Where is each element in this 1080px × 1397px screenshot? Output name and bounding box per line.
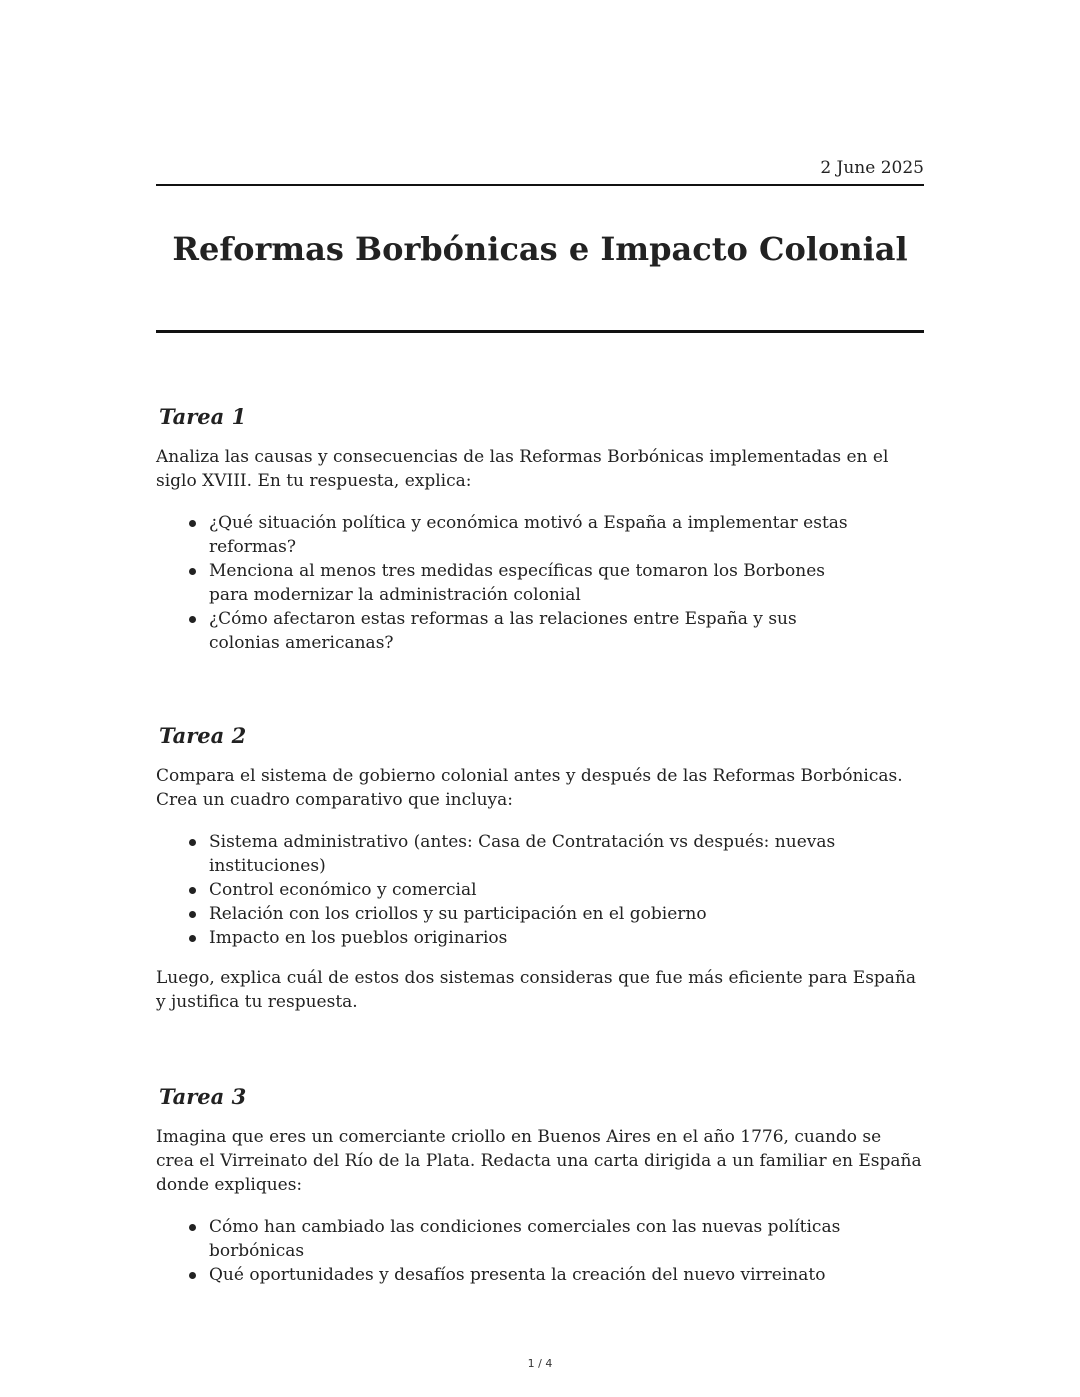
list-item (209, 607, 924, 655)
document-date: 2 June 2025 (820, 158, 924, 178)
list-item-text: Qué oportunidades y desafíos presenta la creación del nuevo virreinato (209, 1265, 826, 1285)
task-intro: Analiza las causas y consecuencias de las Reformas Borbónicas implementadas en el siglo XVIII. En tu respuesta, explica: (156, 447, 889, 491)
list-item-text: Menciona al menos tres medidas específicas que tomaron los Borbones para modernizar la administración colonial (209, 561, 826, 605)
bullet-icon (189, 520, 196, 527)
document-title: Reformas Borbónicas e Impacto Colonial (172, 230, 908, 268)
list-item-text: Cómo han cambiado las condiciones comerciales con las nuevas políticas borbónicas (209, 1217, 841, 1261)
list-item (209, 559, 924, 607)
page-indicator: 1 / 4 (527, 1357, 553, 1370)
bullet-icon (189, 911, 196, 918)
bullet-icon (189, 839, 196, 846)
list-item-text: Impacto en los pueblos originarios (209, 928, 508, 948)
list-item (209, 878, 924, 902)
task-heading: Tarea 2 (159, 723, 247, 748)
list-item (209, 926, 924, 950)
list-item-text: ¿Cómo afectaron estas reformas a las relaciones entre España y sus colonias americanas? (209, 609, 797, 653)
bullet-icon (189, 887, 196, 894)
title-divider (156, 330, 924, 333)
task-closing: Luego, explica cuál de estos dos sistemas consideras que fue más eficiente para España y justifica tu respuesta. (156, 968, 917, 1012)
bullet-icon (189, 1272, 196, 1279)
list-item (209, 902, 924, 926)
task-intro: Compara el sistema de gobierno colonial antes y después de las Reformas Borbónicas. Crea un cuadro comparativo que incluya: (156, 766, 903, 810)
task-bullet-list (156, 1215, 924, 1287)
bullet-icon (189, 1224, 196, 1231)
bullet-icon (189, 568, 196, 575)
task-intro: Imagina que eres un comerciante criollo en Buenos Aires en el año 1776, cuando se crea el Virreinato del Río de la Plata. Redacta una carta dirigida a un familiar en España donde expliques: (156, 1127, 922, 1195)
list-item-text: ¿Qué situación política y económica motivó a España a implementar estas reformas? (209, 513, 848, 557)
list-item-text: Sistema administrativo (antes: Casa de Contratación vs después: nuevas instituciones) (209, 832, 836, 876)
list-item (209, 1215, 924, 1263)
list-item (209, 830, 924, 878)
task-bullet-list (156, 511, 924, 655)
task-heading: Tarea 3 (159, 1084, 247, 1109)
task-section-1 (156, 403, 924, 671)
document-page (156, 0, 924, 1397)
task-section-2 (156, 722, 924, 1032)
bullet-icon (189, 616, 196, 623)
list-item (209, 1263, 924, 1287)
list-item-text: Control económico y comercial (209, 880, 477, 900)
bullet-icon (189, 935, 196, 942)
header-divider (156, 184, 924, 186)
list-item-text: Relación con los criollos y su participación en el gobierno (209, 904, 707, 924)
list-item (209, 511, 924, 559)
task-heading: Tarea 1 (159, 404, 247, 429)
task-section-3 (156, 1083, 924, 1303)
task-bullet-list (156, 830, 924, 950)
